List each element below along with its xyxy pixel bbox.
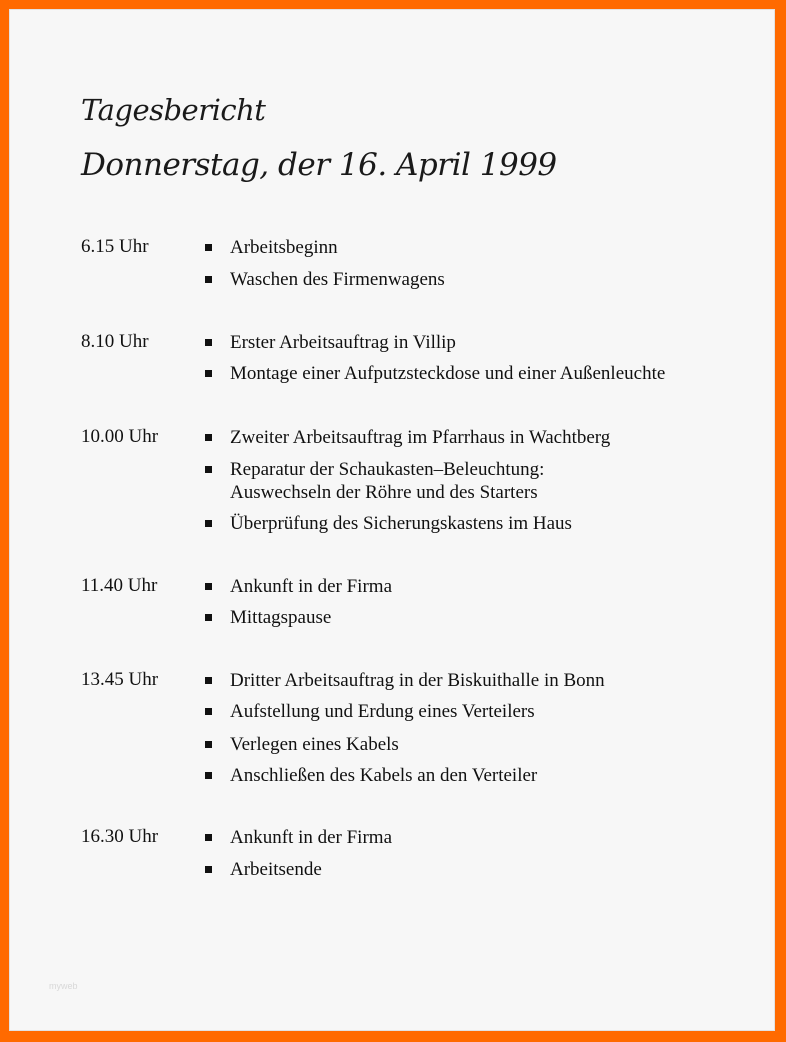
watermark: myweb [49, 981, 78, 991]
schedule-item: Überprüfung des Sicherungskastens im Haus [205, 512, 745, 535]
schedule-item: Dritter Arbeitsauftrag in der Biskuithalle in Bonn [205, 669, 745, 692]
schedule-item: Waschen des Firmenwagens [205, 268, 745, 291]
schedule-item: Ankunft in der Firma [205, 826, 745, 849]
bullet-icon [205, 583, 212, 590]
bullet-icon [205, 866, 212, 873]
schedule-item: Anschließen des Kabels an den Verteiler [205, 764, 745, 787]
bullet-icon [205, 834, 212, 841]
schedule-item: Erster Arbeitsauftrag in Villip [205, 331, 745, 354]
schedule [9, 9, 775, 1031]
bullet-icon [205, 244, 212, 251]
bullet-icon [205, 741, 212, 748]
bullet-icon [205, 677, 212, 684]
schedule-item: Zweiter Arbeitsauftrag im Pfarrhaus in Wachtberg [205, 426, 745, 449]
bullet-icon [205, 614, 212, 621]
document-date: Donnerstag, der 16. April 1999 [81, 147, 557, 183]
document-title: Tagesbericht [81, 93, 266, 127]
document-page [9, 9, 775, 1031]
schedule-item: Aufstellung und Erdung eines Verteilers [205, 700, 745, 723]
bullet-icon [205, 520, 212, 527]
bullet-icon [205, 466, 212, 473]
schedule-item: Arbeitsende [205, 858, 745, 881]
schedule-item: Reparatur der Schaukasten–Beleuchtung: Auswechseln der Röhre und des Starters [205, 458, 585, 504]
time-label: 13.45 Uhr [81, 669, 159, 690]
schedule-item: Ankunft in der Firma [205, 575, 745, 598]
schedule-item: Arbeitsbeginn [205, 236, 745, 259]
bullet-icon [205, 339, 212, 346]
schedule-item: Montage einer Aufputzsteckdose und einer Außenleuchte [205, 362, 745, 385]
bullet-icon [205, 370, 212, 377]
bullet-icon [205, 772, 212, 779]
schedule-item: Mittagspause [205, 606, 745, 629]
time-label: 11.40 Uhr [81, 575, 158, 596]
time-label: 16.30 Uhr [81, 826, 159, 847]
bullet-icon [205, 434, 212, 441]
time-label: 8.10 Uhr [81, 331, 149, 352]
schedule-item: Verlegen eines Kabels [205, 733, 745, 756]
bullet-icon [205, 276, 212, 283]
bullet-icon [205, 708, 212, 715]
time-label: 10.00 Uhr [81, 426, 159, 447]
time-label: 6.15 Uhr [81, 236, 149, 257]
